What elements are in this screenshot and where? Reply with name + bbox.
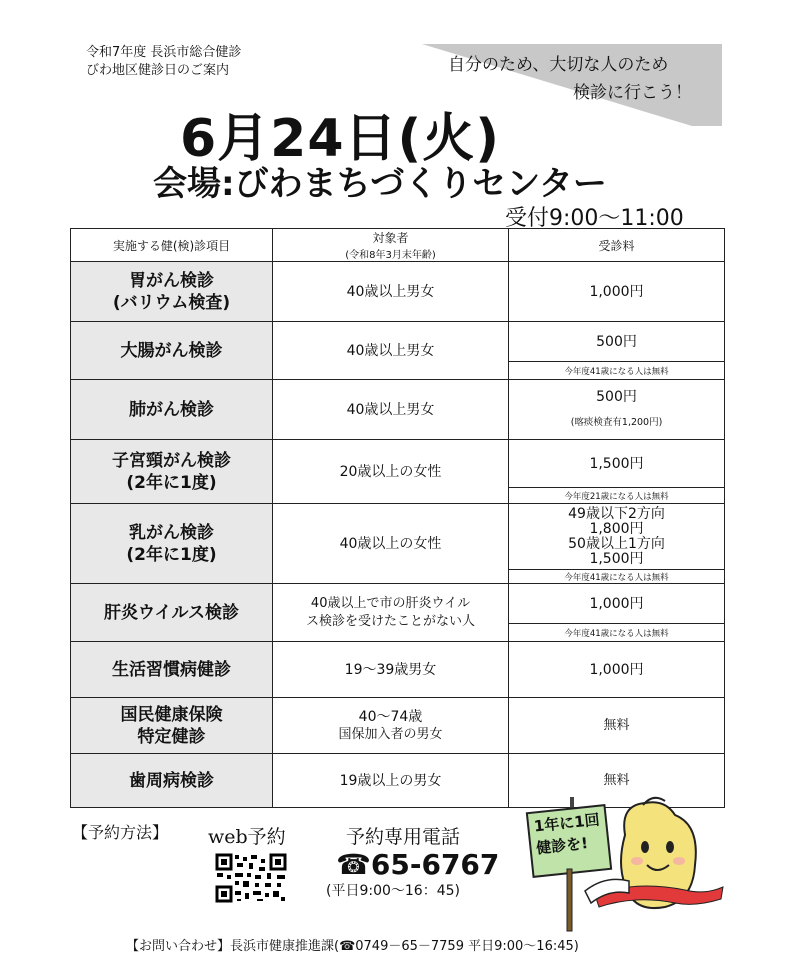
item-cell: 肺がん検診 <box>71 380 273 440</box>
item-cell <box>71 440 273 504</box>
qr-code-icon[interactable] <box>215 853 287 903</box>
item-name: 乳がん検診 <box>129 522 214 543</box>
mascot-sign-line-2: 健診を! <box>535 834 589 858</box>
target-cell <box>273 698 509 754</box>
target-cell: 19〜39歳男女 <box>273 642 509 698</box>
phone-title: 予約専用電話 <box>346 826 461 848</box>
table-row <box>71 322 725 362</box>
target-line: 国保加入者の男女 <box>338 726 443 742</box>
fee-note: 今年度41歳になる人は無料 <box>509 570 725 584</box>
fee-note: 今年度41歳になる人は無料 <box>509 624 725 642</box>
venue: 会場:びわまちづくりセンター <box>153 164 607 204</box>
reservation-hours: (平日9:00〜16：45) <box>326 883 460 899</box>
contact-info: 【お問い合わせ】長浜市健康推進課(☎0749－65－7759 平日9:00〜16:45) <box>126 939 579 954</box>
target-cell: 40歳以上男女 <box>273 322 509 380</box>
header-target <box>273 229 509 262</box>
item-sub: 特定健診 <box>137 726 206 747</box>
item-cell <box>71 698 273 754</box>
target-cell: 20歳以上の女性 <box>273 440 509 504</box>
fee-cell: 1,000円 <box>509 584 725 624</box>
fee-cell <box>509 504 725 570</box>
fee-cell: 1,000円 <box>509 262 725 322</box>
header-item: 実施する健(検)診項目 <box>71 229 273 262</box>
item-sub: (2年に1度) <box>126 544 217 565</box>
fee-cell: 1,500円 <box>509 440 725 488</box>
fee-line: 1,800円 <box>589 520 644 537</box>
header-fee: 受診料 <box>509 229 725 262</box>
table-row <box>71 642 725 698</box>
header-line-2: びわ地区健診日のご案内 <box>86 63 230 78</box>
fee-note: 今年度41歳になる人は無料 <box>509 362 725 380</box>
reservation-label: 【予約方法】 <box>72 823 169 842</box>
target-cell: 40歳以上男女 <box>273 380 509 440</box>
item-cell: 歯周病検診 <box>71 754 273 808</box>
reservation-phone[interactable]: ☎65-6767 <box>336 848 500 881</box>
item-name: 国民健康保険 <box>120 704 223 725</box>
item-sub: (2年に1度) <box>126 472 217 493</box>
fee-cell: 1,000円 <box>509 642 725 698</box>
fee-note: (喀痰検査有1,200円) <box>570 416 663 428</box>
web-reservation-link[interactable]: web予約 <box>208 826 286 848</box>
header-target-sub: (令和8年3月末年齢) <box>345 250 436 261</box>
item-cell <box>71 504 273 584</box>
table-row <box>71 380 725 440</box>
target-line: 40歳以上で市の肝炎ウイル <box>310 595 471 611</box>
table-row <box>71 262 725 322</box>
item-name: 胃がん検診 <box>129 270 214 291</box>
fee-cell: 500円 <box>509 322 725 362</box>
item-cell: 大腸がん検診 <box>71 322 273 380</box>
fee-line: 1,500円 <box>589 550 644 567</box>
target-line: 40〜74歳 <box>358 708 423 725</box>
reception-time: 受付9:00〜11:00 <box>505 206 684 231</box>
target-cell <box>273 584 509 642</box>
fee-cell <box>509 380 725 440</box>
target-cell: 40歳以上男女 <box>273 262 509 322</box>
item-cell: 肝炎ウイルス検診 <box>71 584 273 642</box>
table-row <box>71 504 725 570</box>
item-cell: 生活習慣病健診 <box>71 642 273 698</box>
table-row <box>71 440 725 488</box>
mascot-sign-line-1: 1年に1回 <box>533 810 601 836</box>
fee-value: 500円 <box>596 388 637 405</box>
item-cell <box>71 262 273 322</box>
table-row <box>71 698 725 754</box>
header-target-label: 対象者 <box>372 231 409 245</box>
table-header-row <box>71 229 725 262</box>
mascot-sign-text <box>533 809 603 860</box>
item-sub: (バリウム検査) <box>112 292 231 313</box>
fee-note: 今年度21歳になる人は無料 <box>509 488 725 504</box>
fee-line: 49歳以下2方向 <box>568 505 665 522</box>
item-name: 子宮頸がん検診 <box>112 450 231 471</box>
slogan-line-2: 検診に行こう！ <box>573 83 692 103</box>
header-line-1: 令和7年度 長浜市総合健診 <box>86 45 242 60</box>
fee-line: 50歳以上1方向 <box>568 535 665 552</box>
target-cell: 40歳以上の女性 <box>273 504 509 584</box>
event-date: 6月24日(火) <box>180 109 501 169</box>
slogan-line-1: 自分のため、大切な人のため <box>448 55 669 75</box>
fee-cell: 無料 <box>509 698 725 754</box>
checkup-table <box>70 228 725 808</box>
table-row <box>71 584 725 624</box>
target-line: ス検診を受けたことがない人 <box>305 613 475 629</box>
fee-cell: 無料 <box>509 754 725 808</box>
target-cell: 19歳以上の男女 <box>273 754 509 808</box>
